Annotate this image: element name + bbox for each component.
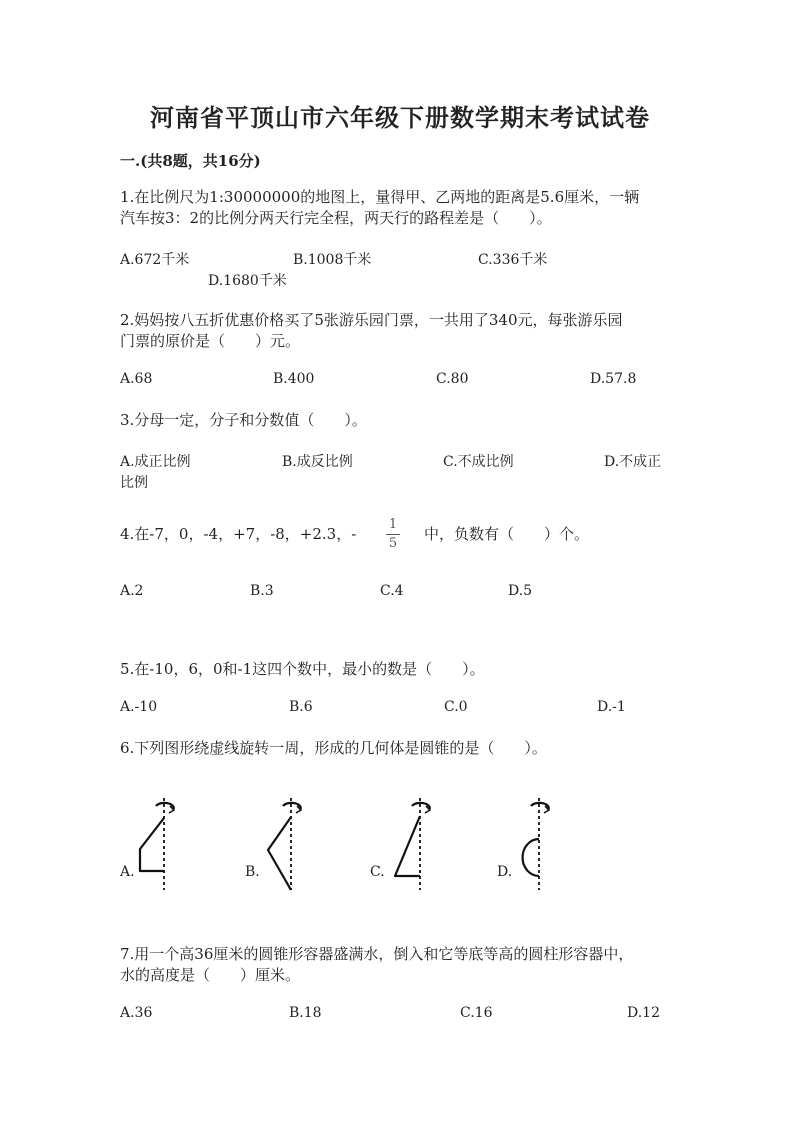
question-7-option-a[interactable]: A.36 — [120, 1005, 153, 1021]
figure-label-c[interactable]: C. — [370, 864, 385, 880]
question-4-option-b[interactable]: B.3 — [250, 583, 274, 599]
figure-b-shape — [268, 798, 301, 890]
question-4-option-c[interactable]: C.4 — [380, 583, 404, 599]
question-4-text-after: 中，负数有（ ）个。 — [424, 525, 590, 543]
fraction-denominator: 5 — [388, 536, 398, 551]
question-3-option-b[interactable]: B.成反比例 — [282, 454, 353, 470]
question-1-line-2: 汽车按3：2的比例分两天行完全程，两天行的路程差是（ ）。 — [120, 209, 552, 227]
figure-a-outline — [140, 818, 164, 871]
question-7-option-b[interactable]: B.18 — [289, 1005, 322, 1021]
fraction-numerator: 1 — [388, 517, 398, 532]
question-7-option-d[interactable]: D.12 — [627, 1005, 660, 1021]
figure-label-b[interactable]: B. — [245, 864, 260, 880]
question-3-option-d-wrap: 比例 — [120, 475, 148, 491]
figure-b-outline — [268, 817, 291, 890]
question-6-line-1: 6.下列图形绕虚线旋转一周，形成的几何体是圆锥的是（ ）。 — [120, 739, 547, 757]
question-1-option-a[interactable]: A.672千米 — [120, 252, 190, 268]
figure-c-shape — [395, 798, 430, 890]
figure-a-shape — [140, 798, 174, 890]
question-2-option-a[interactable]: A.68 — [120, 371, 153, 387]
question-4-option-a[interactable]: A.2 — [120, 583, 144, 599]
question-4-option-d[interactable]: D.5 — [508, 583, 533, 599]
figure-label-d[interactable]: D. — [497, 864, 513, 880]
question-1-option-d[interactable]: D.1680千米 — [208, 273, 287, 289]
figure-label-a[interactable]: A. — [120, 864, 135, 880]
figure-c-outline — [395, 816, 420, 876]
question-5-option-b[interactable]: B.6 — [289, 699, 313, 715]
question-1-line-1: 1.在比例尺为1:30000000的地图上，量得甲、乙两地的距离是5.6厘米，一辆 — [120, 188, 640, 206]
question-5-option-c[interactable]: C.0 — [444, 699, 468, 715]
question-5-option-a[interactable]: A.-10 — [120, 699, 158, 715]
question-3-option-c[interactable]: C.不成比例 — [443, 454, 514, 470]
question-3-option-a[interactable]: A.成正比例 — [120, 454, 191, 470]
question-2-line-1: 2.妈妈按八五折优惠价格买了5张游乐园门票，一共用了340元，每张游乐园 — [120, 311, 623, 329]
question-3-option-d[interactable]: D.不成正 — [604, 454, 662, 470]
question-2-line-2: 门票的原价是（ ）元。 — [120, 332, 301, 350]
question-4-text-before: 4.在-7，0，-4，+7，-8，+2.3，- — [120, 525, 357, 543]
question-2-option-c[interactable]: C.80 — [436, 371, 469, 387]
figure-d-shape — [523, 798, 549, 890]
question-5-line-1: 5.在-10，6，0和-1这四个数中，最小的数是（ ）。 — [120, 660, 485, 678]
question-3-line-1: 3.分母一定，分子和分数值（ ）。 — [120, 411, 367, 429]
question-5-option-d[interactable]: D.-1 — [597, 699, 626, 715]
question-7-line-2: 水的高度是（ ）厘米。 — [120, 966, 301, 984]
page-title: 河南省平顶山市六年级下册数学期末考试试卷 — [150, 103, 650, 132]
figure-d-outline — [523, 839, 539, 876]
question-2-option-d[interactable]: D.57.8 — [590, 371, 637, 387]
question-7-option-c[interactable]: C.16 — [460, 1005, 493, 1021]
question-1-option-c[interactable]: C.336千米 — [478, 252, 548, 268]
question-7-line-1: 7.用一个高36厘米的圆锥形容器盛满水，倒入和它等底等高的圆柱形容器中， — [120, 945, 634, 963]
question-2-option-b[interactable]: B.400 — [273, 371, 315, 387]
question-1-option-b[interactable]: B.1008千米 — [293, 252, 372, 268]
section-heading: 一.(共8题，共16分) — [120, 152, 261, 170]
